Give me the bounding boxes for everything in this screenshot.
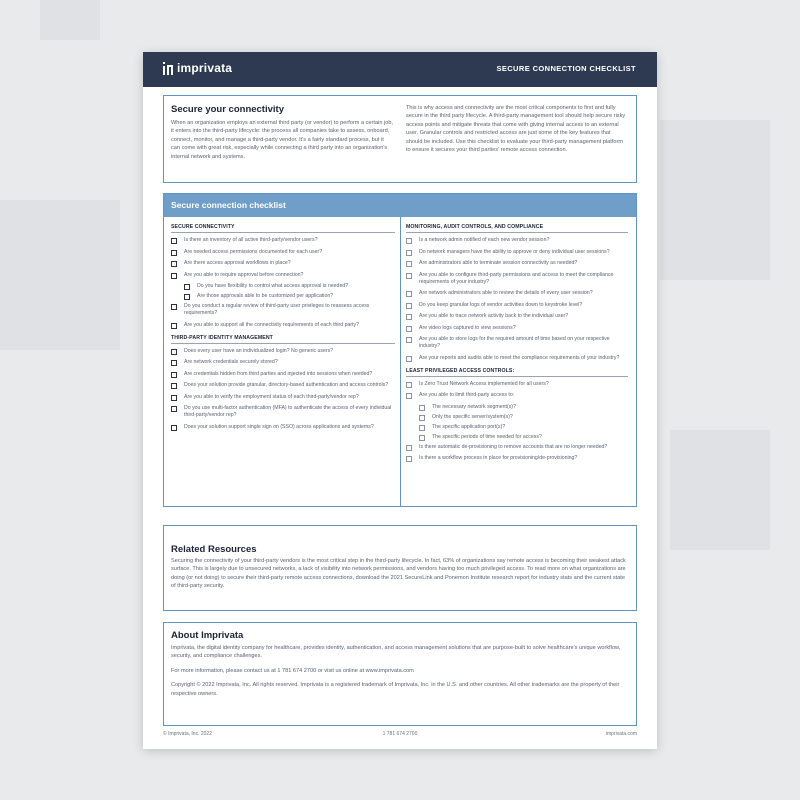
checklist-item-text: Are there access approval workflows in place?	[184, 260, 291, 266]
checklist-item	[406, 272, 628, 286]
intro-left-column	[171, 104, 393, 161]
checklist-item	[184, 283, 395, 290]
checkbox[interactable]	[406, 382, 412, 388]
checklist-item-text: Does every user have an individualized login? No generic users?	[184, 347, 334, 354]
checklist-item	[406, 381, 628, 388]
about-section	[163, 622, 637, 726]
checklist-item	[419, 414, 628, 421]
checklist-item	[171, 394, 395, 401]
checkbox[interactable]	[419, 415, 425, 421]
checkbox[interactable]	[184, 284, 190, 290]
checklist-group	[406, 224, 628, 362]
checkbox[interactable]	[406, 303, 412, 309]
checklist-item	[171, 348, 395, 355]
checkbox[interactable]	[184, 294, 190, 300]
checklist-item-text: The specific periods of time needed for access?	[432, 433, 542, 440]
checkbox[interactable]	[171, 261, 177, 267]
checklist-item-text: The necessary network segment(s)?	[432, 403, 516, 410]
checklist-item	[406, 313, 628, 320]
document-page	[143, 52, 657, 749]
related-text: Securing the connectivity of your third-party vendors is the most critical step in the third-party lifecycle. In fact, 63% of organizations say remote access is becoming their weakest attack surface. This is largely due to unsecured networks, a lack of visibility into network permissions, and vendors having too much privileged access. To read more on what organizations are doing (or not doing) to secure their third-party remote access connections, download the 2021 SecureLink and Ponemon Institute research report for industry stats and the current state of third-party security.	[171, 558, 626, 590]
checkbox[interactable]	[171, 349, 177, 355]
checkbox[interactable]	[171, 250, 177, 256]
checklist-item-text: Does your solution provide granular, directory-based authentication and access controls?	[184, 382, 389, 388]
about-heading: About Imprivata	[171, 630, 244, 641]
checklist-item-text: Are your reports and audits able to meet the compliance requirements of your industry?	[419, 354, 620, 361]
checklist-item	[171, 260, 395, 267]
checklist-header	[164, 194, 636, 217]
checklist-item	[171, 322, 395, 329]
checkbox[interactable]	[171, 383, 177, 389]
checklist-item-text: Do you have flexibility to control what access approval is needed?	[197, 283, 349, 289]
checklist-item-text: Only the specific server/system(s)?	[432, 413, 513, 420]
checklist-item-text: Are you able to limit third-party access to:	[419, 392, 515, 398]
checklist-item-text: Are you able to trace network activity back to the individual user?	[419, 313, 569, 319]
footer-phone: 1 781 674 2700	[382, 731, 418, 737]
background-shape	[0, 200, 120, 350]
intro-right-column	[406, 104, 628, 154]
checkbox[interactable]	[171, 372, 177, 378]
checklist-item	[171, 237, 395, 244]
checkbox[interactable]	[406, 337, 412, 343]
checklist-left-column	[171, 224, 395, 435]
checkbox[interactable]	[419, 435, 425, 441]
checkbox[interactable]	[171, 238, 177, 244]
related-resources-section	[163, 525, 637, 611]
checklist-item-text: Are network administrators able to review the details of every user session?	[419, 290, 593, 296]
checkbox[interactable]	[171, 425, 177, 431]
about-body	[171, 644, 629, 704]
checkbox[interactable]	[419, 405, 425, 411]
checklist-item-text: Do you use multi-factor authentication (MFA) to authenticate the access of every individual third-party/vendor rep?	[184, 405, 392, 418]
checklist-item	[419, 434, 628, 441]
checkbox[interactable]	[406, 238, 412, 244]
about-description: Imprivata, the digital identity company for healthcare, provides identity, authentication, and access management solutions that are purpose-built to solve healthcare's unique workflow, security, and compliance challenges.	[171, 645, 621, 660]
checklist-item	[419, 404, 628, 411]
checklist-item-text: Are network credentials securely stored?	[184, 359, 278, 365]
checklist-item-text: Does your solution support single sign on (SSO) across applications and systems?	[184, 423, 374, 430]
document-title: SECURE CONNECTION CHECKLIST	[496, 64, 636, 73]
checklist-item	[406, 355, 628, 362]
checklist-item-text: Is there a workflow process in place for provisioning/de-provisioning?	[419, 455, 578, 461]
checklist-item-text: Are credentials hidden from third parties and injected into sessions when needed?	[184, 370, 373, 377]
checklist-item	[171, 371, 395, 378]
checkbox[interactable]	[171, 395, 177, 401]
imprivata-logo	[163, 61, 232, 75]
checklist-group-title: MONITORING, AUDIT CONTROLS, AND COMPLIANCE	[406, 224, 628, 233]
footer-website: imprivata.com	[605, 731, 637, 737]
checkbox[interactable]	[406, 273, 412, 279]
checklist-item	[171, 249, 395, 256]
checklist-item	[184, 293, 395, 300]
checklist-item-text: Is a network admin notified of each new vendor session?	[419, 237, 550, 243]
checklist-item-text: Are you able to verify the employment status of each third-party/vendor rep?	[184, 393, 359, 400]
checkbox[interactable]	[406, 456, 412, 462]
checklist-group	[171, 224, 395, 329]
about-contact: For more information, please contact us at 1 781 674 2700 or visit us online at www.imprivata.com	[171, 667, 414, 674]
checkbox[interactable]	[171, 360, 177, 366]
checklist-group	[406, 368, 628, 463]
footer-copyright: © Imprivata, Inc. 2022	[163, 731, 212, 737]
intro-section	[163, 95, 637, 183]
checkbox[interactable]	[171, 304, 177, 310]
imprivata-logo-icon	[163, 62, 174, 75]
checkbox[interactable]	[406, 445, 412, 451]
checkbox[interactable]	[419, 425, 425, 431]
about-copyright: Copyright © 2022 Imprivata, Inc. All rights reserved. Imprivata is a registered trademark of Imprivata, Inc. in the U.S. and other countries. All other trademarks are the property of their respective owners.	[171, 682, 620, 697]
checklist-item	[406, 249, 628, 256]
checklist-item	[171, 405, 395, 419]
checkbox[interactable]	[406, 250, 412, 256]
checklist-item-text: The specific application port(s)?	[432, 423, 506, 430]
intro-left-text: When an organization employs an external third party (or vendor) to perform a certain job, it enters into the third-party lifecycle: the process all companies take to assess, onboard, connect, monitor, and manage a third-party vendor. It's a fairly standard process, but it can come with great risk, especially while connecting a third party into an organization's internal network and systems.	[171, 120, 393, 160]
checklist-item-text: Are you able to support all the connectivity requirements of each third party?	[184, 321, 360, 328]
checklist-item	[171, 303, 395, 317]
checklist-item	[406, 444, 628, 451]
checkbox[interactable]	[171, 273, 177, 279]
checklist-item	[406, 237, 628, 244]
checklist-item-text: Are you able to configure third-party permissions and access to meet the compliance requirements of your industry?	[419, 271, 614, 285]
checklist-item	[171, 424, 395, 431]
brand-name: imprivata	[177, 61, 233, 75]
checklist-item-text: Are administrators able to terminate session connectivity as needed?	[419, 260, 578, 266]
checklist-item	[171, 359, 395, 366]
checklist-item-text: Is there automatic de-provisioning to remove accounts that are no longer needed?	[419, 443, 608, 450]
checklist-item-text: Are those approvals able to be customized per application?	[197, 293, 334, 299]
checklist-item	[406, 290, 628, 297]
checkbox[interactable]	[406, 326, 412, 332]
checkbox[interactable]	[406, 261, 412, 267]
checklist-item-text: Are you able to store logs for the required amount of time based on your respective industry?	[419, 336, 610, 349]
checklist-group-title: SECURE CONNECTIVITY	[171, 224, 395, 233]
checklist-item	[406, 302, 628, 309]
checklist-group	[171, 335, 395, 431]
column-divider	[400, 217, 401, 506]
intro-right-text: This is why access and connectivity are the most critical components to first and fully secure in the third party lifecycle. A third-party management tool should help secure risky access points and mitigate threats that come with giving internal access to an external user. Granular controls and restricted access are just some of the key features that should be included. Use this checklist to evaluate your third-party management platform to ensure it secures your third parties' remote access connection.	[406, 105, 626, 154]
checkbox[interactable]	[406, 393, 412, 399]
checkbox[interactable]	[406, 314, 412, 320]
checklist-item	[171, 272, 395, 279]
checklist-item-text: Are you able to require approval before connection?	[184, 271, 304, 278]
checkbox[interactable]	[406, 291, 412, 297]
checklist-item	[419, 424, 628, 431]
background-shape	[670, 430, 770, 550]
checklist-item-text: Is Zero Trust Network Access implemented for all users?	[419, 380, 549, 387]
checklist-title: Secure connection checklist	[171, 200, 286, 210]
checklist-item-text: Do network managers have the ability to approve or deny individual user sessions?	[419, 248, 610, 255]
checkbox[interactable]	[171, 323, 177, 329]
checklist-item	[406, 392, 628, 399]
checklist-item	[406, 336, 628, 350]
checklist-item	[406, 455, 628, 462]
background-shape	[40, 0, 100, 40]
checklist-item	[406, 260, 628, 267]
checklist-section	[163, 193, 637, 507]
checklist-item-text: Are video logs captured to view sessions?	[419, 324, 516, 331]
checklist-item-text: Do you keep granular logs of vendor activities down to keystroke level?	[419, 301, 583, 308]
intro-heading: Secure your connectivity	[171, 104, 284, 115]
checklist-item-text: Is there an inventory of all active third-party/vendor users?	[184, 237, 318, 243]
checklist-item-text: Do you conduct a regular review of third-party user privileges to reassess access requirements?	[184, 303, 370, 316]
checklist-group-title: THIRD-PARTY IDENTITY MANAGEMENT	[171, 335, 395, 344]
related-heading: Related Resources	[171, 544, 257, 555]
checklist-item	[406, 325, 628, 332]
checklist-item-text: Are needed access permissions documented for each user?	[184, 248, 323, 255]
checkbox[interactable]	[171, 406, 177, 412]
background-shape	[660, 120, 770, 280]
page-header	[143, 52, 657, 87]
checklist-group-title: LEAST PRIVILEGED ACCESS CONTROLS:	[406, 368, 628, 377]
checkbox[interactable]	[406, 356, 412, 362]
checklist-right-column	[406, 224, 628, 467]
checklist-item	[171, 382, 395, 389]
